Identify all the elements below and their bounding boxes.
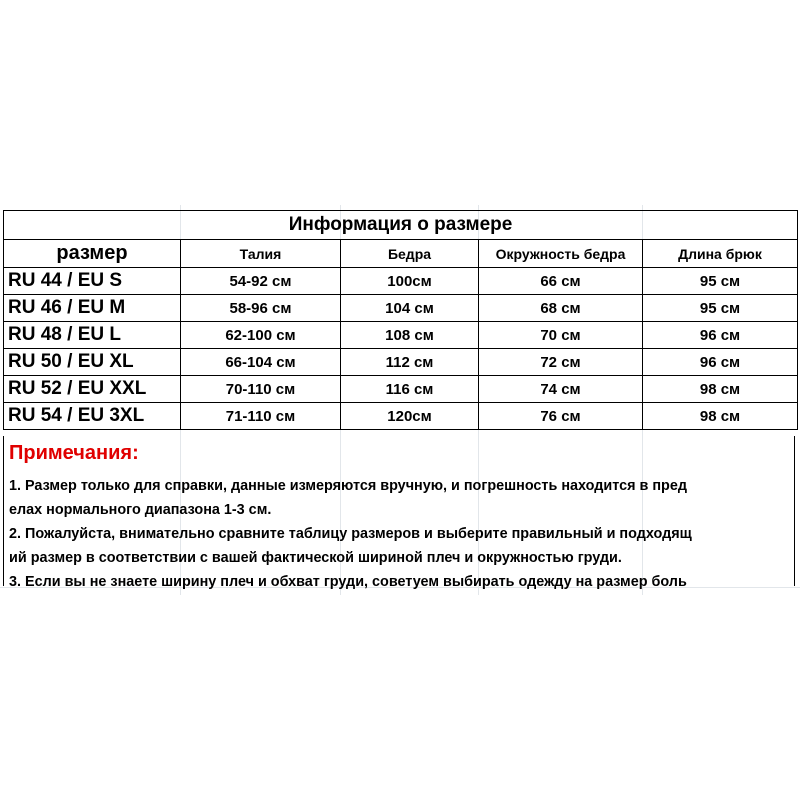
size-cell: RU 44 / EU S (4, 268, 181, 295)
table-row (4, 295, 798, 322)
notes-title: Примечания: (9, 442, 139, 464)
table-row (4, 268, 798, 295)
length-cell: 96 см (643, 322, 798, 349)
length-cell: 98 см (643, 403, 798, 430)
size-cell: RU 46 / EU M (4, 295, 181, 322)
size-cell: RU 52 / EU XXL (4, 376, 181, 403)
table-row (4, 376, 798, 403)
hips-cell: 108 см (341, 322, 479, 349)
waist-cell: 58-96 см (181, 295, 341, 322)
notes-section (3, 436, 795, 590)
table-row (4, 349, 798, 376)
waist-cell: 54-92 см (181, 268, 341, 295)
note-line: 1. Размер только для справки, данные измеряются вручную, и погрешность находится в пред (9, 478, 687, 494)
hips-cell: 112 см (341, 349, 479, 376)
hips-cell: 116 см (341, 376, 479, 403)
table-row (4, 322, 798, 349)
thigh-cell: 76 см (479, 403, 643, 430)
table-title: Информация о размере (4, 211, 798, 240)
thigh-cell: 68 см (479, 295, 643, 322)
thigh-cell: 74 см (479, 376, 643, 403)
waist-cell: 62-100 см (181, 322, 341, 349)
column-header-hips: Бедра (341, 240, 479, 268)
length-cell: 96 см (643, 349, 798, 376)
hips-cell: 100см (341, 268, 479, 295)
size-cell: RU 48 / EU L (4, 322, 181, 349)
length-cell: 95 см (643, 268, 798, 295)
size-cell: RU 50 / EU XL (4, 349, 181, 376)
length-cell: 95 см (643, 295, 798, 322)
column-header-thigh: Окружность бедра (479, 240, 643, 268)
table-row (4, 403, 798, 430)
size-cell: RU 54 / EU 3XL (4, 403, 181, 430)
length-cell: 98 см (643, 376, 798, 403)
note-line: 2. Пожалуйста, внимательно сравните таблицу размеров и выберите правильный и подходящ (9, 526, 692, 542)
column-header-size: размер (4, 240, 181, 268)
waist-cell: 66-104 см (181, 349, 341, 376)
note-line: 3. Если вы не знаете ширину плеч и обхват груди, советуем выбирать одежду на размер боль (9, 574, 687, 590)
thigh-cell: 70 см (479, 322, 643, 349)
waist-cell: 71-110 см (181, 403, 341, 430)
hips-cell: 120см (341, 403, 479, 430)
note-line: елах нормального диапазона 1-3 см. (9, 502, 272, 518)
hips-cell: 104 см (341, 295, 479, 322)
header-row (4, 240, 798, 268)
note-line: ий размер в соответствии с вашей фактической шириной плеч и окружностью груди. (9, 550, 622, 566)
column-header-waist: Талия (181, 240, 341, 268)
waist-cell: 70-110 см (181, 376, 341, 403)
column-header-length: Длина брюк (643, 240, 798, 268)
thigh-cell: 66 см (479, 268, 643, 295)
thigh-cell: 72 см (479, 349, 643, 376)
size-chart-table (3, 210, 798, 430)
